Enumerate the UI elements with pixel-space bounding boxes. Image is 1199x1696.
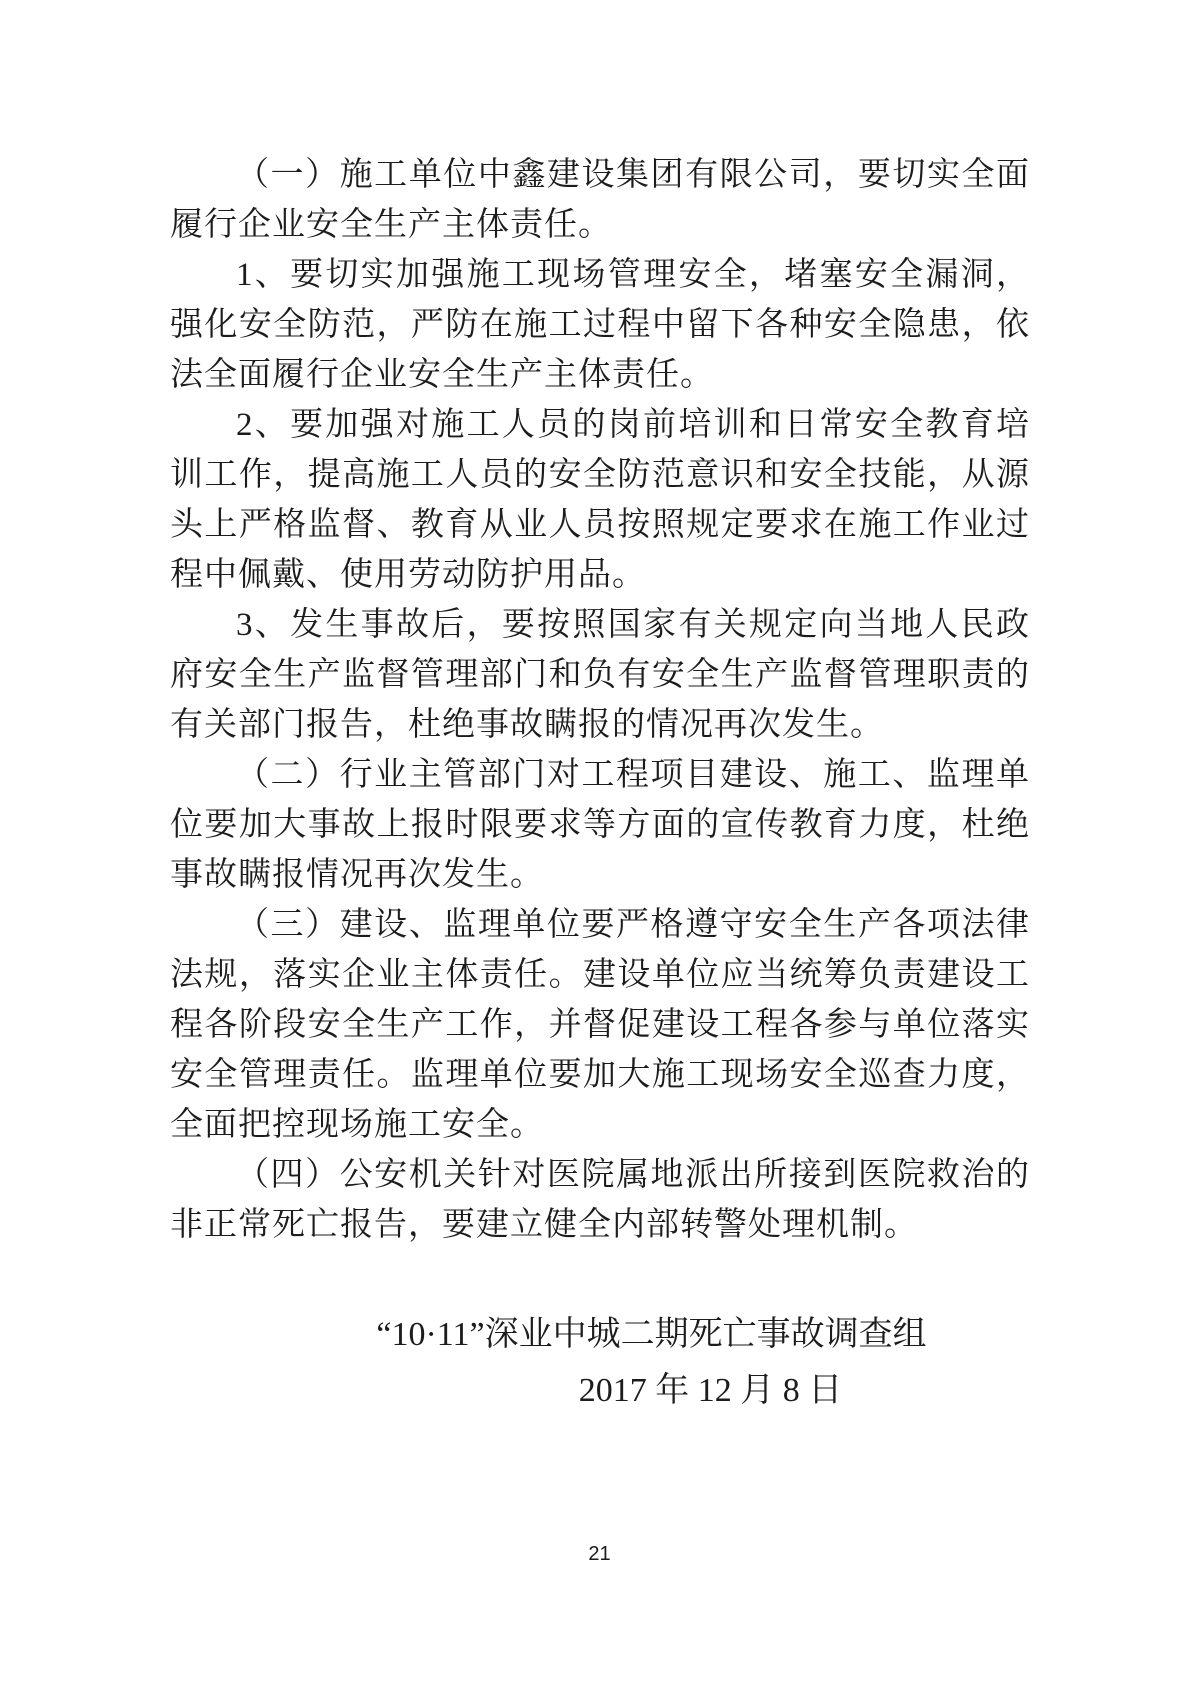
signature-block (0, 1310, 1199, 1416)
signature-date: 2017 年 12 月 8 日 (578, 1372, 843, 1409)
page-number: 21 (588, 1543, 611, 1565)
body-paragraph: （二）行业主管部门对工程项目建设、施工、监理单位要加大事故上报时限要求等方面的宣传教育力度，杜绝事故瞒报情况再次发生。 (170, 757, 1030, 893)
body-paragraph: 2、要加强对施工人员的岗前培训和日常安全教育培训工作，提高施工人员的安全防范意识和安全技能，从源头上严格监督、教育从业人员按照规定要求在施工作业过程中佩戴、使用劳动防护用品。 (170, 407, 1030, 593)
body-paragraph: 3、发生事故后，要按照国家有关规定向当地人民政府安全生产监督管理部门和负有安全生产监督管理职责的有关部门报告，杜绝事故瞒报的情况再次发生。 (170, 607, 1030, 743)
body-paragraph: 1、要切实加强施工现场管理安全，堵塞安全漏洞，强化安全防范，严防在施工过程中留下各种安全隐患，依法全面履行企业安全生产主体责任。 (170, 257, 1030, 393)
document-body (170, 150, 1030, 1250)
body-paragraph: （三）建设、监理单位要严格遵守安全生产各项法律法规，落实企业主体责任。建设单位应当统筹负责建设工程各阶段安全生产工作，并督促建设工程各参与单位落实安全管理责任。监理单位要加大施工现场安全巡查力度，全面把控现场施工安全。 (170, 907, 1030, 1143)
body-paragraph: （一）施工单位中鑫建设集团有限公司，要切实全面履行企业安全生产主体责任。 (170, 157, 1030, 243)
signature-org: “10·11”深业中城二期死亡事故调查组 (376, 1316, 927, 1353)
body-paragraph: （四）公安机关针对医院属地派出所接到医院救治的非正常死亡报告，要建立健全内部转警处理机制。 (170, 1157, 1030, 1243)
